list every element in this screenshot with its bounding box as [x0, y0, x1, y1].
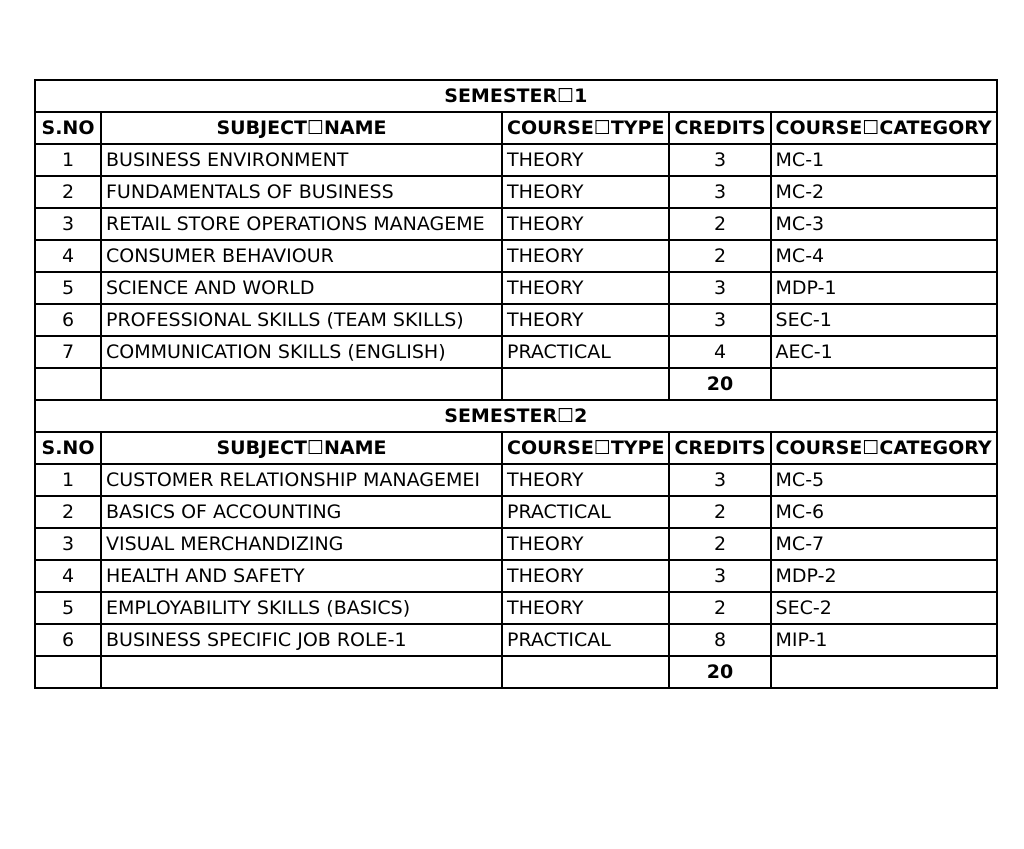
credits: 8	[669, 624, 770, 656]
course-category: MC-3	[771, 208, 997, 240]
course-type: THEORY	[502, 208, 669, 240]
course-type: THEORY	[502, 176, 669, 208]
empty-cell	[502, 368, 669, 400]
serial-number: 7	[35, 336, 101, 368]
course-category: MDP-2	[771, 560, 997, 592]
serial-number: 4	[35, 240, 101, 272]
course-type: THEORY	[502, 144, 669, 176]
table-row	[35, 464, 997, 496]
subject-name: CONSUMER BEHAVIOUR	[101, 240, 502, 272]
table-row	[35, 240, 997, 272]
credits: 2	[669, 496, 770, 528]
serial-number: 3	[35, 528, 101, 560]
credits: 2	[669, 592, 770, 624]
credits: 3	[669, 304, 770, 336]
empty-cell	[771, 368, 997, 400]
table-row	[35, 496, 997, 528]
serial-number: 5	[35, 592, 101, 624]
empty-cell	[35, 656, 101, 688]
serial-number: 4	[35, 560, 101, 592]
serial-number: 1	[35, 464, 101, 496]
subject-name: RETAIL STORE OPERATIONS MANAGEME	[101, 208, 502, 240]
table-row	[35, 144, 997, 176]
course-type: THEORY	[502, 560, 669, 592]
col-course-category-header: COURSE☐CATEGORY	[771, 432, 997, 464]
table-row	[35, 176, 997, 208]
table-row	[35, 528, 997, 560]
course-type: THEORY	[502, 592, 669, 624]
table-row	[35, 272, 997, 304]
empty-cell	[771, 656, 997, 688]
col-course-category-header: COURSE☐CATEGORY	[771, 112, 997, 144]
course-category: MC-7	[771, 528, 997, 560]
credits: 2	[669, 208, 770, 240]
subject-name: VISUAL MERCHANDIZING	[101, 528, 502, 560]
subject-name: BUSINESS ENVIRONMENT	[101, 144, 502, 176]
course-category: MDP-1	[771, 272, 997, 304]
total-credits: 20	[669, 656, 770, 688]
credits: 2	[669, 240, 770, 272]
subject-name: PROFESSIONAL SKILLS (TEAM SKILLS)	[101, 304, 502, 336]
table-row	[35, 624, 997, 656]
serial-number: 2	[35, 496, 101, 528]
subject-name: FUNDAMENTALS OF BUSINESS	[101, 176, 502, 208]
credits: 3	[669, 272, 770, 304]
total-credits: 20	[669, 368, 770, 400]
table-row	[35, 592, 997, 624]
col-sno-header: S.NO	[35, 112, 101, 144]
serial-number: 2	[35, 176, 101, 208]
course-category: MC-5	[771, 464, 997, 496]
semester-title: SEMESTER☐2	[35, 400, 997, 432]
col-subject-name-header: SUBJECT☐NAME	[101, 112, 502, 144]
table-row	[35, 208, 997, 240]
subject-name: COMMUNICATION SKILLS (ENGLISH)	[101, 336, 502, 368]
credits: 3	[669, 176, 770, 208]
serial-number: 6	[35, 624, 101, 656]
course-category: SEC-2	[771, 592, 997, 624]
table-row	[35, 304, 997, 336]
credits: 4	[669, 336, 770, 368]
subject-name: CUSTOMER RELATIONSHIP MANAGEMEI	[101, 464, 502, 496]
course-category: MC-2	[771, 176, 997, 208]
empty-cell	[101, 368, 502, 400]
curriculum-table	[34, 79, 998, 689]
semester-title-row	[35, 400, 997, 432]
column-header-row	[35, 432, 997, 464]
subject-name: BUSINESS SPECIFIC JOB ROLE-1	[101, 624, 502, 656]
col-sno-header: S.NO	[35, 432, 101, 464]
course-category: MC-1	[771, 144, 997, 176]
serial-number: 6	[35, 304, 101, 336]
course-type: PRACTICAL	[502, 496, 669, 528]
course-category: MC-6	[771, 496, 997, 528]
credits: 3	[669, 144, 770, 176]
empty-cell	[101, 656, 502, 688]
col-subject-name-header: SUBJECT☐NAME	[101, 432, 502, 464]
course-type: THEORY	[502, 240, 669, 272]
subject-name: EMPLOYABILITY SKILLS (BASICS)	[101, 592, 502, 624]
serial-number: 3	[35, 208, 101, 240]
course-category: SEC-1	[771, 304, 997, 336]
table-row	[35, 336, 997, 368]
subject-name: SCIENCE AND WORLD	[101, 272, 502, 304]
col-credits-header: CREDITS	[669, 112, 770, 144]
serial-number: 1	[35, 144, 101, 176]
table-row	[35, 560, 997, 592]
empty-cell	[35, 368, 101, 400]
course-type: THEORY	[502, 272, 669, 304]
col-credits-header: CREDITS	[669, 432, 770, 464]
subject-name: HEALTH AND SAFETY	[101, 560, 502, 592]
credits: 3	[669, 560, 770, 592]
course-type: PRACTICAL	[502, 336, 669, 368]
col-course-type-header: COURSE☐TYPE	[502, 432, 669, 464]
course-category: MC-4	[771, 240, 997, 272]
total-row	[35, 368, 997, 400]
course-type: THEORY	[502, 304, 669, 336]
course-type: THEORY	[502, 464, 669, 496]
course-category: MIP-1	[771, 624, 997, 656]
total-row	[35, 656, 997, 688]
empty-cell	[502, 656, 669, 688]
subject-name: BASICS OF ACCOUNTING	[101, 496, 502, 528]
semester-title: SEMESTER☐1	[35, 80, 997, 112]
semester-title-row	[35, 80, 997, 112]
course-type: THEORY	[502, 528, 669, 560]
credits: 2	[669, 528, 770, 560]
col-course-type-header: COURSE☐TYPE	[502, 112, 669, 144]
serial-number: 5	[35, 272, 101, 304]
course-type: PRACTICAL	[502, 624, 669, 656]
column-header-row	[35, 112, 997, 144]
credits: 3	[669, 464, 770, 496]
course-category: AEC-1	[771, 336, 997, 368]
